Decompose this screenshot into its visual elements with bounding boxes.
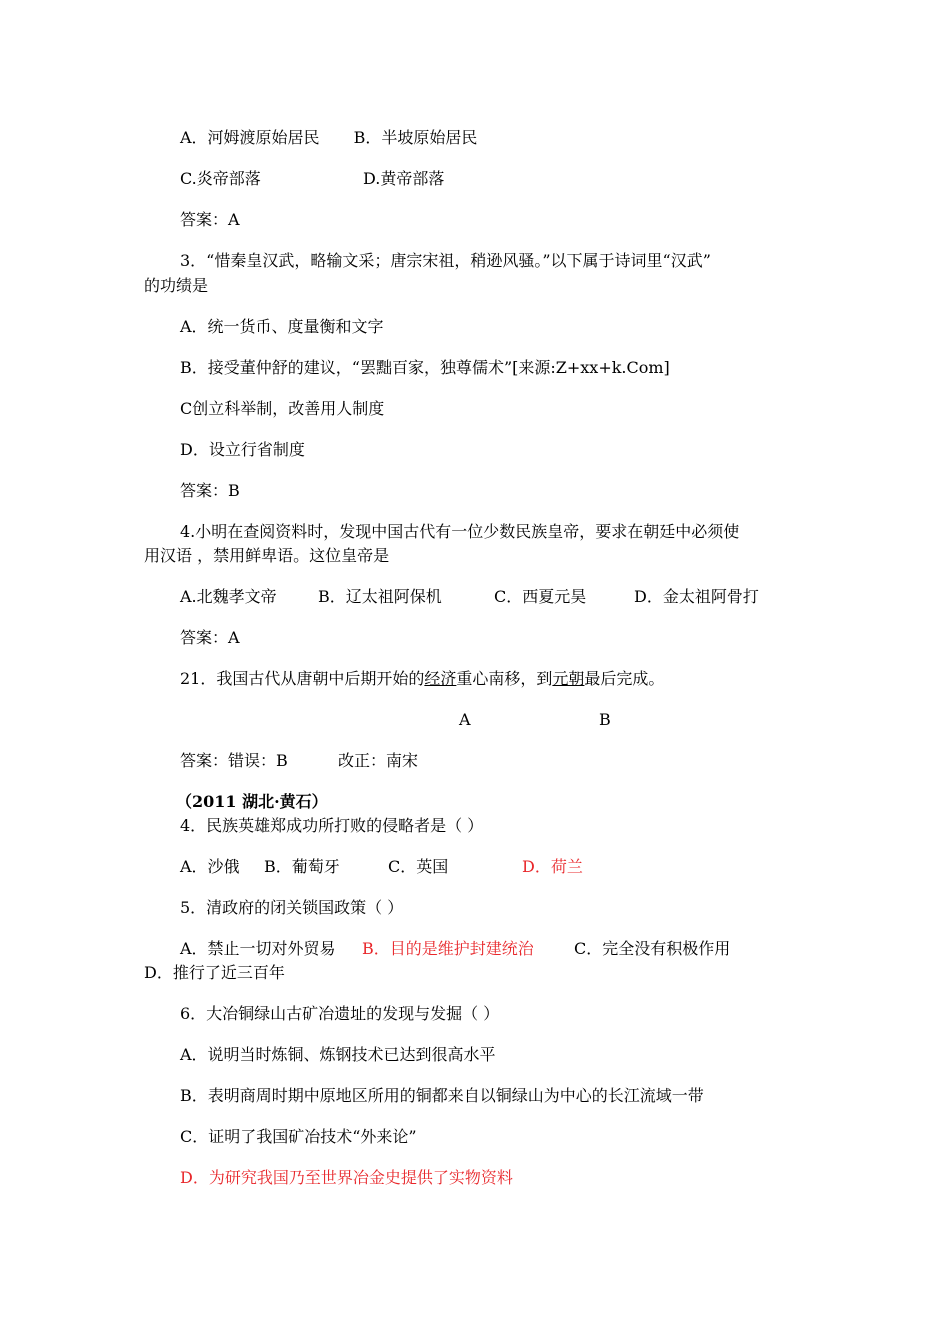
hs5-option-d: D．推行了近三百年 (144, 963, 285, 982)
q2-answer: 答案：A (180, 210, 240, 229)
q21-answer-fix: 改正：南宋 (338, 751, 419, 770)
q21-underline-a: 经济 (424, 669, 457, 688)
hs6-stem: 6．大冶铜绿山古矿冶遗址的发现与发掘（ ） (180, 1004, 500, 1023)
q3-option-b: B．接受董仲舒的建议，“罢黜百家，独尊儒术”[来源:Z+xx+k.Com] (180, 358, 670, 377)
hs4-option-c: C．英国 (388, 857, 449, 876)
hs5-option-b: B．目的是维护封建统治 (362, 939, 534, 958)
hs5-options-row (180, 939, 730, 959)
q21-answer-error: 答案：错误：B (180, 751, 288, 770)
q4-stem-line-1: 4.小明在查阅资料时，发现中国古代有一位少数民族皇帝，要求在朝廷中必须使 (180, 522, 740, 541)
q21-underline-b: 元朝 (552, 669, 585, 688)
q3-option-a: A．统一货币、度量衡和文字 (180, 317, 384, 336)
hs5-option-c: C．完全没有积极作用 (574, 939, 731, 958)
q4-option-b: B．辽太祖阿保机 (318, 587, 442, 606)
hs6-option-c: C．证明了我国矿冶技术“外来论” (180, 1127, 417, 1146)
q21-mark-b: B (599, 710, 611, 729)
hs4-stem: 4．民族英雄郑成功所打败的侵略者是（ ） (180, 816, 484, 835)
q21-suffix: 最后完成。 (584, 669, 665, 688)
hs4-option-a: A．沙俄 (180, 857, 240, 876)
q3-option-d: D．设立行省制度 (180, 440, 305, 459)
q21-middle: 重心南移，到 (456, 669, 553, 688)
section-heading: （2011 湖北·黄石） (176, 792, 328, 811)
hs6-option-a: A．说明当时炼铜、炼钢技术已达到很高水平 (180, 1045, 496, 1064)
q21-mark-a: A (459, 710, 471, 729)
q3-stem-line-2: 的功绩是 (144, 276, 209, 295)
q2-option-c: C.炎帝部落 (180, 169, 261, 188)
hs4-option-d: D．荷兰 (522, 857, 583, 876)
q4-option-a: A.北魏孝文帝 (180, 587, 277, 606)
q21-stem (180, 669, 664, 689)
hs4-option-b: B．葡萄牙 (264, 857, 340, 876)
q21-answer (180, 751, 418, 771)
q3-answer: 答案：B (180, 481, 240, 500)
hs5-option-a: A．禁止一切对外贸易 (180, 939, 336, 958)
q3-option-c: C创立科举制，改善用人制度 (180, 399, 385, 418)
q2-option-a: A．河姆渡原始居民 (180, 128, 320, 147)
hs6-option-d: D．为研究我国乃至世界冶金史提供了实物资料 (180, 1168, 513, 1187)
q2-options-row-2 (180, 169, 444, 189)
hs5-stem: 5．清政府的闭关锁国政策（ ） (180, 898, 404, 917)
q4-stem-line-2: 用汉语 ，禁用鲜卑语。这位皇帝是 (144, 546, 390, 565)
q2-option-d: D.黄帝部落 (363, 169, 445, 188)
q21-prefix: 21．我国古代从唐朝中后期开始的 (180, 669, 425, 688)
hs4-options-row (180, 857, 583, 877)
q2-options-row-1 (180, 128, 477, 148)
q4-answer: 答案：A (180, 628, 240, 647)
q4-option-c: C．西夏元昊 (494, 587, 587, 606)
q2-option-b: B．半坡原始居民 (353, 128, 478, 147)
q3-stem-line-1: 3．“惜秦皇汉武，略输文采；唐宗宋祖，稍逊风骚。”以下属于诗词里“汉武” (180, 251, 711, 270)
q4-option-d: D．金太祖阿骨打 (634, 587, 759, 606)
q4-options-row (180, 587, 759, 607)
hs6-option-b: B．表明商周时期中原地区所用的铜都来自以铜绿山为中心的长江流域一带 (180, 1086, 704, 1105)
